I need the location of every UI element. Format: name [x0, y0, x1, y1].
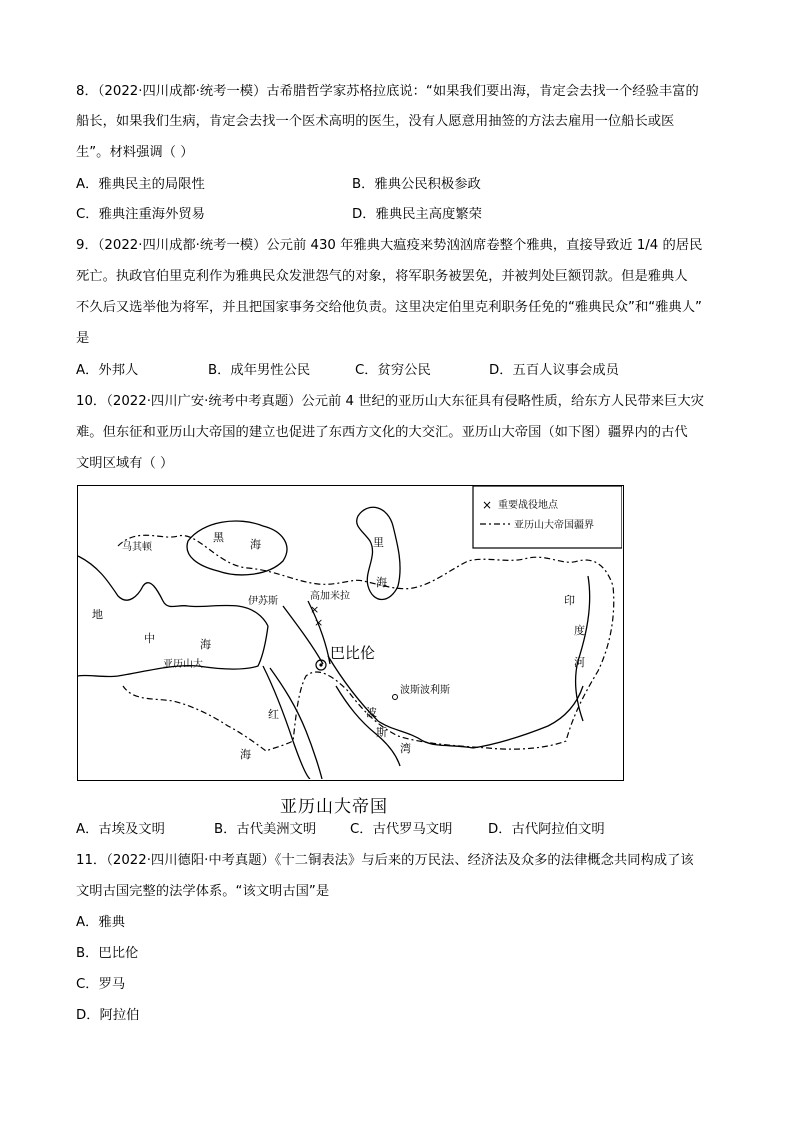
legend-border-label: 亚历山大帝国疆界 — [514, 520, 594, 531]
q9-stem-line2: 死亡。执政官伯里克利作为雅典民众发泄怨气的对象，将军职务被罢免，并被判处巨额罚款。但是雅典人 — [76, 269, 688, 284]
battle-marker-gaugamela: × — [314, 616, 324, 629]
q9-option-b[interactable]: B．成年男性公民 — [208, 363, 311, 378]
q9-option-a[interactable]: A．外邦人 — [76, 363, 139, 378]
map-caption: 亚历山大帝国 — [280, 797, 388, 817]
q11-option-c[interactable]: C．罗马 — [76, 977, 126, 992]
label-black-sea-2: 海 — [250, 538, 261, 551]
q8-option-d[interactable]: D．雅典民主高度繁荣 — [352, 207, 482, 222]
q10-option-a[interactable]: A．古埃及文明 — [76, 822, 165, 837]
persepolis-marker-icon — [393, 695, 398, 700]
label-med-1: 地 — [92, 608, 103, 621]
q9-option-c[interactable]: C．贫穷公民 — [355, 363, 431, 378]
q11-stem-line2: 文明古国完整的法学体系。“该文明古国”是 — [76, 884, 330, 899]
label-red-sea-1: 红 — [268, 708, 279, 721]
q8-option-a[interactable]: A．雅典民主的局限性 — [76, 177, 205, 192]
q8-stem-line2: 船长，如果我们生病，肯定会去找一个医术高明的医生，没有人愿意用抽签的方法去雇用一位船长或医 — [76, 114, 675, 129]
label-gaugamela: 高加米拉 — [310, 591, 350, 602]
label-indus-3: 河 — [574, 656, 585, 669]
red-sea-coast-2 — [270, 668, 322, 779]
black-sea-coast — [187, 521, 287, 575]
label-black-sea-1: 黑 — [213, 531, 224, 544]
label-issus: 伊苏斯 — [248, 596, 278, 607]
map-svg — [78, 486, 622, 779]
label-gulf-1: 波 — [366, 706, 377, 719]
label-med-3: 海 — [200, 638, 211, 651]
q9-stem-line4: 是 — [76, 331, 90, 346]
mediterranean-north-coast — [78, 556, 268, 626]
label-caspian-1: 里 — [373, 536, 384, 549]
label-persepolis: 波斯波利斯 — [400, 685, 450, 696]
q10-option-d[interactable]: D．古代阿拉伯文明 — [488, 822, 605, 837]
q10-stem-line1: 10．（2022·四川广安·统考中考真题）公元前 4 世纪的亚历山大东征具有侵略性质，给东方人民带来巨大灾 — [76, 394, 704, 409]
q8-option-c[interactable]: C．雅典注重海外贸易 — [76, 207, 205, 222]
q10-option-b[interactable]: B．古代美洲文明 — [214, 822, 317, 837]
label-babylon: 巴比伦 — [330, 644, 376, 662]
label-indus-1: 印 — [564, 594, 575, 607]
persian-gulf-coast-2 — [336, 686, 400, 766]
arabian-coast — [473, 686, 583, 748]
label-indus-2: 度 — [574, 624, 585, 637]
q8-option-b[interactable]: B．雅典公民积极参政 — [352, 177, 481, 192]
q8-stem-line1: 8．（2022·四川成都·统考一模）古希腊哲学家苏格拉底说：“如果我们要出海，肯定会去找一个经验丰富的 — [76, 84, 699, 99]
map-places — [122, 540, 450, 700]
label-red-sea-2: 海 — [240, 748, 251, 761]
label-gulf-2: 斯 — [376, 726, 387, 739]
persian-gulf-coast — [328, 656, 473, 748]
q11-option-d[interactable]: D．阿拉伯 — [76, 1008, 140, 1023]
q9-option-d[interactable]: D．五百人议事会成员 — [489, 363, 619, 378]
label-gulf-3: 湾 — [400, 742, 411, 755]
q9-stem-line1: 9．（2022·四川成都·统考一模）公元前 430 年雅典大瘟疫来势汹汹席卷整个雅典，直接导致近 1/4 的居民 — [76, 238, 703, 253]
label-med-2: 中 — [144, 632, 155, 645]
q11-option-a[interactable]: A．雅典 — [76, 915, 125, 930]
q10-option-c[interactable]: C．古代罗马文明 — [350, 822, 453, 837]
legend-battle-label: 重要战役地点 — [498, 500, 558, 511]
q9-stem-line3: 不久后又选举他为将军，并且把国家事务交给他负责。这里决定伯里克利职务任免的“雅典民众”和“雅典人” — [76, 300, 702, 315]
battle-marker-icon: × — [482, 498, 493, 512]
alexander-empire-map — [77, 485, 624, 781]
q11-stem-line1: 11．（2022·四川德阳·中考真题）《十二铜表法》与后来的万民法、经济法及众多的法律概念共同构成了该 — [76, 853, 694, 868]
q8-stem-line3: 生”。材料强调（ ） — [76, 145, 194, 160]
label-caspian-2: 海 — [376, 576, 387, 589]
q10-stem-line2: 难。但东征和亚历山大帝国的建立也促进了东西方文化的大交汇。亚历山大帝国（如下图）疆界内的古代 — [76, 425, 688, 440]
map-legend — [473, 486, 622, 548]
label-macedonia: 马其顿 — [122, 542, 152, 553]
battle-marker-issus: × — [310, 603, 320, 616]
label-alexandria: 亚历山大 — [163, 659, 203, 670]
q10-stem-line3: 文明区域有（ ） — [76, 456, 174, 471]
q11-option-b[interactable]: B．巴比伦 — [76, 946, 139, 961]
